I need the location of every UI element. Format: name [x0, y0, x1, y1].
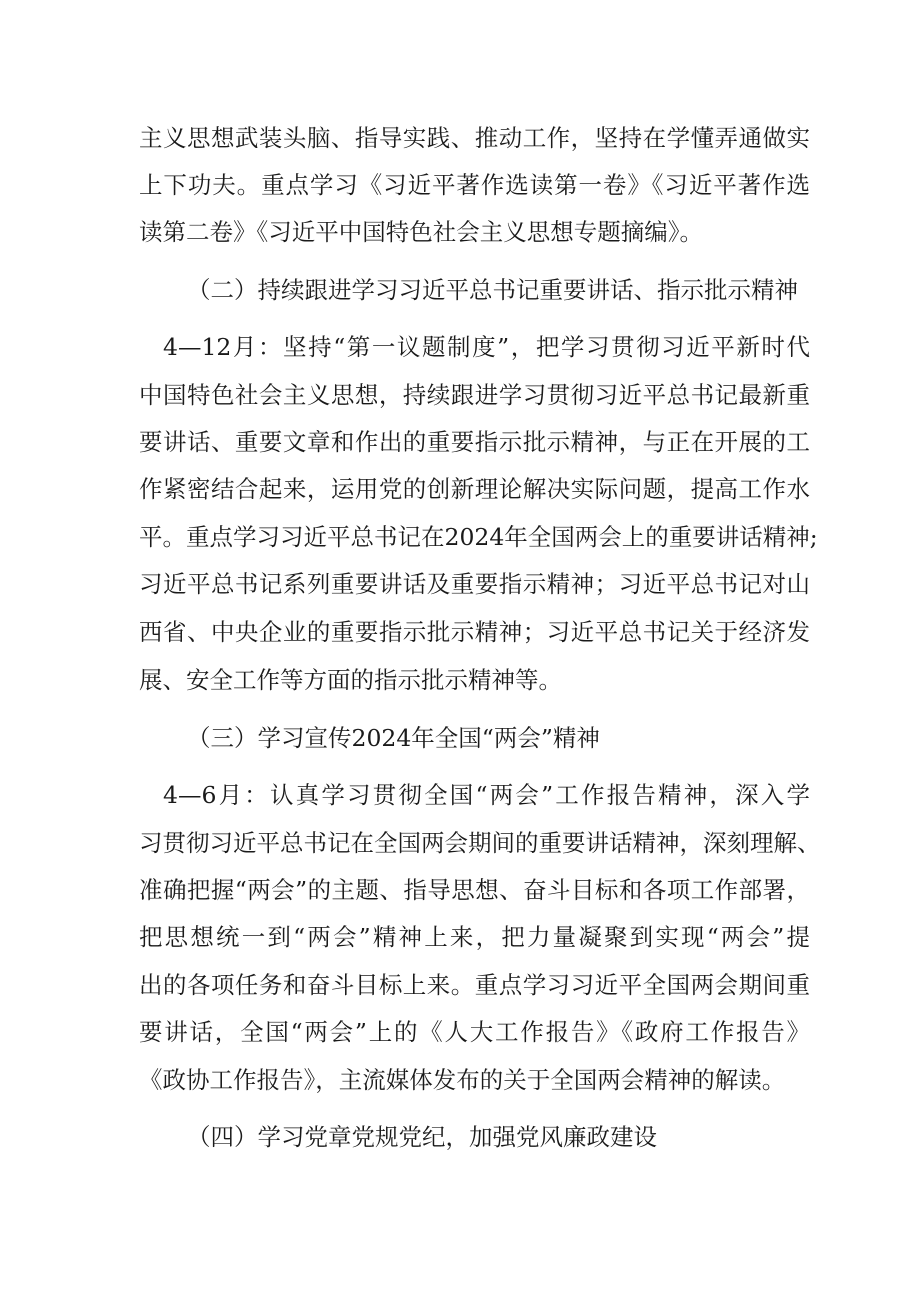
paragraph-line: 4—6月：认真学习贯彻全国“两会”工作报告精神，深入学: [163, 781, 810, 809]
paragraph-line: 展、安全工作等方面的指示批示精神等。: [139, 666, 562, 694]
paragraph-line: 4—12月：坚持“第一议题制度”，把学习贯彻习近平新时代: [163, 333, 810, 361]
paragraph-line: 出的各项任务和奋斗目标上来。重点学习习近平全国两会期间重: [139, 971, 810, 999]
paragraph-line: 平。重点学习习近平总书记在2024年全国两会上的重要讲话精神;: [139, 523, 818, 551]
paragraph-line: 读第二卷》《习近平中国特色社会主义思想专题摘编》。: [139, 218, 703, 246]
section-heading: （四）学习党章党规党纪，加强党风廉政建设: [187, 1123, 657, 1151]
paragraph-line: 中国特色社会主义思想，持续跟进学习贯彻习近平总书记最新重: [139, 381, 810, 409]
section-heading: （二）持续跟进学习习近平总书记重要讲话、指示批示精神: [187, 276, 798, 304]
paragraph-line: 上下功夫。重点学习《习近平著作选读第一卷》《习近平著作选: [139, 171, 810, 199]
paragraph-line: 习近平总书记系列重要讲话及重要指示精神；习近平总书记对山: [139, 570, 810, 598]
paragraph-line: 习贯彻习近平总书记在全国两会期间的重要讲话精神，深刻理解、: [139, 829, 821, 857]
paragraph-line: 《政协工作报告》，主流媒体发布的关于全国两会精神的解读。: [139, 1066, 786, 1094]
paragraph-line: 要讲话，全国“两会”上的《人大工作报告》《政府工作报告》: [139, 1018, 810, 1046]
paragraph-line: 作紧密结合起来，运用党的创新理论解决实际问题，提高工作水: [139, 475, 810, 503]
paragraph-line: 主义思想武装头脑、指导实践、推动工作，坚持在学懂弄通做实: [139, 124, 810, 152]
paragraph-line: 要讲话、重要文章和作出的重要指示批示精神，与正在开展的工: [139, 428, 810, 456]
section-heading: （三）学习宣传2024年全国“两会”精神: [187, 724, 600, 752]
paragraph-line: 西省、中央企业的重要指示批示精神；习近平总书记关于经济发: [139, 618, 810, 646]
paragraph-line: 准确把握“两会”的主题、指导思想、奋斗目标和各项工作部署，: [139, 876, 810, 904]
paragraph-line: 把思想统一到“两会”精神上来，把力量凝聚到实现“两会”提: [139, 923, 810, 951]
